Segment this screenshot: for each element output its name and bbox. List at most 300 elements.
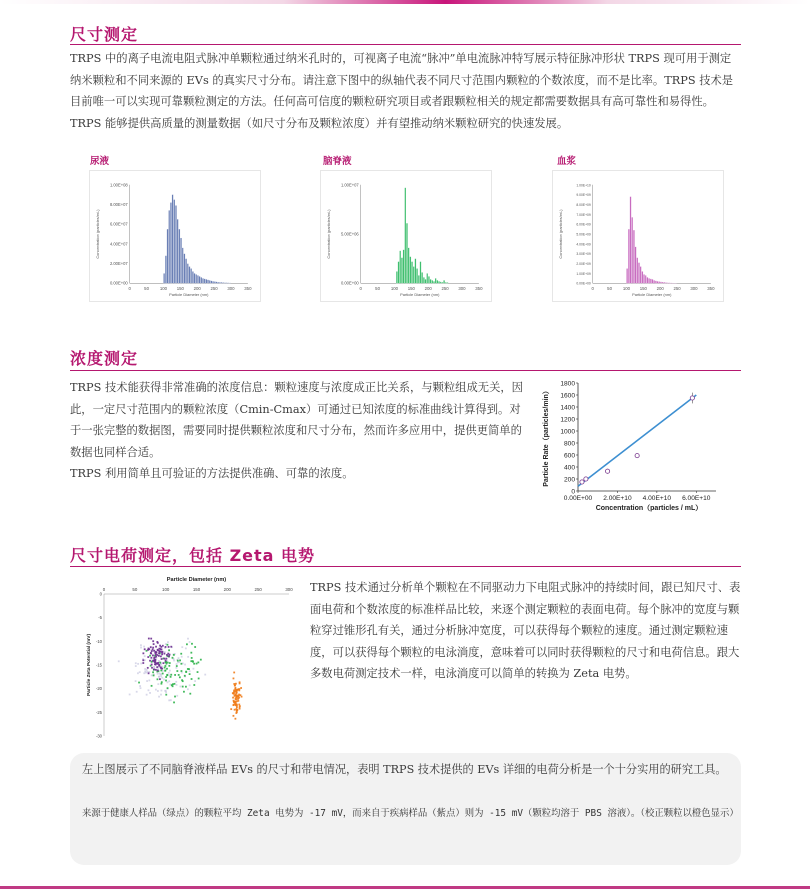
- scatter-point: [174, 683, 176, 685]
- histogram-bar: [196, 274, 197, 283]
- scatter-point: [153, 668, 155, 670]
- scatter-point: [233, 715, 235, 717]
- scatter-point: [194, 680, 196, 682]
- y-tick-label: 0: [99, 591, 102, 597]
- histogram-bar: [645, 275, 646, 283]
- scatter-point: [177, 661, 179, 663]
- y-tick-label: 9.00E+09: [576, 193, 591, 198]
- scatter-point: [167, 687, 169, 689]
- histogram-bar: [197, 275, 198, 283]
- scatter-point: [137, 672, 139, 674]
- scatter-point: [149, 692, 151, 694]
- scatter-point: [165, 694, 167, 696]
- scatter-point: [157, 670, 159, 672]
- y-tick-label: 1800: [560, 380, 575, 388]
- x-tick-label: 0: [128, 286, 131, 292]
- scatter-point: [167, 681, 169, 683]
- scatter-point: [157, 673, 159, 675]
- scatter-point: [163, 679, 165, 681]
- histogram-bar: [433, 281, 434, 283]
- scatter-point: [153, 675, 155, 677]
- scatter-point: [165, 646, 167, 648]
- scatter-point: [189, 693, 191, 695]
- y-tick-label: 400: [563, 464, 575, 472]
- histogram-bar: [438, 281, 439, 283]
- note-small-text: 来源于健康人样品（绿点）的颗粒平均 Zeta 电势为 -17 mV，而来自于疾病样品（紫点）则为 -15 mV（颗粒均溶于 PBS 溶液）。（校正颗粒以橙色显示）: [82, 808, 739, 819]
- scatter-point: [148, 689, 150, 691]
- x-axis-label: Particle Diameter (nm): [400, 292, 440, 298]
- scatter-point: [160, 670, 162, 672]
- histogram-bar: [416, 269, 417, 284]
- y-tick-label: 5.00E+09: [576, 232, 591, 237]
- scatter-point: [138, 682, 140, 684]
- scatter-point: [154, 661, 156, 663]
- scatter-point: [169, 674, 171, 676]
- scatter-point: [157, 683, 159, 685]
- histogram-bar: [201, 277, 202, 283]
- x-tick-label: 250: [441, 286, 449, 292]
- scatter-point: [148, 672, 150, 674]
- scatter-point: [174, 674, 176, 676]
- scatter-point: [200, 659, 202, 661]
- scatter-point: [164, 653, 166, 655]
- scatter-point: [239, 683, 241, 685]
- x-tick-label: 0: [359, 286, 362, 292]
- histogram-bar: [185, 259, 186, 284]
- y-tick-label: 8.00E+09: [576, 202, 591, 207]
- x-tick-label: 100: [162, 587, 170, 592]
- scatter-point: [176, 695, 178, 697]
- scatter-point: [161, 677, 163, 679]
- y-axis-label: Particle Rate（particles/min）: [543, 387, 550, 487]
- scatter-point: [164, 670, 166, 672]
- histogram-bar: [209, 280, 210, 283]
- scatter-point: [175, 681, 177, 683]
- scatter-point: [187, 638, 189, 640]
- histogram-bar: [170, 203, 171, 284]
- histogram-bar: [217, 282, 218, 283]
- scatter-point: [157, 678, 159, 680]
- histogram-bar: [187, 264, 188, 284]
- scatter-point: [140, 687, 142, 689]
- scatter-point: [179, 676, 181, 678]
- scatter-point: [155, 689, 157, 691]
- histogram-bar: [207, 280, 208, 283]
- scatter-point: [156, 654, 158, 656]
- fit-line: [578, 395, 696, 486]
- zeta-scatter-svg: [84, 576, 296, 744]
- y-tick-label: 0: [571, 488, 575, 496]
- y-tick-label: 1.00E+09: [576, 271, 591, 276]
- scatter-point: [235, 683, 237, 685]
- y-tick-label: 200: [563, 476, 575, 484]
- scatter-point: [153, 643, 155, 645]
- zeta-scatter-chart: [84, 576, 296, 744]
- concentration-chart-svg: [538, 375, 723, 521]
- scatter-point: [187, 668, 189, 670]
- histogram-plasma-svg: [553, 171, 723, 301]
- concentration-paragraph-2: TRPS 利用简单且可验证的方法提供准确、可靠的浓度。: [70, 467, 354, 480]
- scatter-point: [233, 683, 235, 685]
- scatter-point: [165, 643, 167, 645]
- y-axis-label: Particle Zeta Potential (mV): [87, 633, 92, 697]
- scatter-point: [194, 646, 196, 648]
- histogram-bar: [638, 263, 639, 284]
- scatter-point: [238, 704, 240, 706]
- scatter-point: [148, 638, 150, 640]
- scatter-point: [172, 657, 174, 659]
- scatter-point: [150, 653, 152, 655]
- scatter-point: [161, 690, 163, 692]
- scatter-point: [164, 651, 166, 653]
- scatter-point: [147, 656, 149, 658]
- scatter-point: [180, 663, 182, 665]
- scatter-point: [189, 670, 191, 672]
- y-tick-label: 1200: [560, 416, 575, 424]
- histogram-bar: [190, 269, 191, 284]
- x-tick-label: 300: [285, 587, 293, 592]
- x-tick-label: 250: [210, 286, 218, 292]
- note-box: [70, 753, 741, 865]
- histogram-bar: [648, 278, 649, 283]
- chart-title: Particle Diameter (nm): [166, 577, 227, 583]
- scatter-point: [149, 660, 151, 662]
- scatter-point: [147, 667, 149, 669]
- histogram-bar: [427, 273, 428, 283]
- histogram-bar: [410, 257, 411, 284]
- histogram-bar: [175, 205, 176, 283]
- x-tick-label: 250: [673, 286, 681, 292]
- y-tick-label: 1.00E+10: [576, 183, 591, 188]
- histogram-bar: [184, 254, 185, 284]
- y-tick-label: 2.00E+07: [109, 261, 128, 267]
- histogram-bar: [423, 277, 424, 283]
- scatter-point: [155, 646, 157, 648]
- scatter-point: [164, 667, 166, 669]
- scatter-point: [238, 697, 240, 699]
- scatter-point: [161, 652, 163, 654]
- scatter-point: [238, 688, 240, 690]
- scatter-point: [184, 664, 186, 666]
- histogram-bar: [445, 282, 446, 283]
- scatter-point: [155, 652, 157, 654]
- x-tick-label: 300: [458, 286, 466, 292]
- histogram-bar: [179, 229, 180, 283]
- histogram-bar: [655, 281, 656, 283]
- scatter-point: [160, 673, 162, 675]
- x-tick-label: 0: [591, 286, 594, 292]
- scatter-point: [197, 671, 199, 673]
- histogram-bar: [174, 200, 175, 284]
- data-point: [605, 469, 609, 473]
- scatter-point: [240, 687, 242, 689]
- scatter-point: [236, 706, 238, 708]
- concentration-chart: [538, 375, 723, 521]
- scatter-point: [144, 648, 146, 650]
- histogram-bar: [212, 281, 213, 283]
- histogram-bar: [405, 188, 406, 284]
- x-tick-label: 300: [690, 286, 698, 292]
- scatter-point: [152, 647, 154, 649]
- scatter-point: [151, 650, 153, 652]
- histogram-bar: [428, 276, 429, 283]
- scatter-point: [168, 680, 170, 682]
- hist-caption-csf: 脑脊液: [323, 156, 352, 167]
- scatter-point: [167, 641, 169, 643]
- histogram-bar: [398, 262, 399, 284]
- histogram-bar: [662, 282, 663, 283]
- histogram-urine-svg: [90, 171, 260, 301]
- scatter-point: [139, 671, 141, 673]
- y-tick-label: 0.00E+00: [340, 280, 359, 286]
- scatter-point: [173, 660, 175, 662]
- scatter-point: [140, 644, 142, 646]
- histogram-bar: [442, 282, 443, 283]
- histogram-bar: [167, 229, 168, 283]
- scatter-point: [144, 668, 146, 670]
- histogram-bar: [665, 282, 666, 283]
- scatter-point: [178, 674, 180, 676]
- scatter-point: [186, 643, 188, 645]
- histogram-bar: [425, 279, 426, 283]
- histogram-bar: [401, 258, 402, 284]
- scatter-point: [142, 652, 144, 654]
- scatter-point: [233, 678, 235, 680]
- histogram-bar: [421, 272, 422, 283]
- x-tick-label: 4.00E+10: [642, 495, 672, 502]
- scatter-point: [187, 688, 189, 690]
- scatter-point: [234, 689, 236, 691]
- zeta-paragraph: TRPS 技术通过分析单个颗粒在不同驱动力下电阻式脉冲的持续时间，跟已知尺寸、表面电荷和个数浓度的标准样品比较，来逐个测定颗粒的表面电荷。每个脉冲的宽度与颗粒穿过锥形孔有关，通过分析脉冲宽度，可以获得每个颗粒的速度。通过测定颗粒速度，可以获得每个颗粒的电泳淌度，意味着可以同时获得颗粒的尺寸和电荷信息。跟大多数电荷测定技术一样，电泳淌度可以简单的转换为 Zeta 电势。: [310, 581, 741, 680]
- histogram-csf-svg: [321, 171, 491, 301]
- histogram-bar: [219, 282, 220, 283]
- y-axis-label: Concentration (particles/mL): [558, 209, 564, 259]
- scatter-point: [234, 695, 236, 697]
- data-point: [635, 454, 639, 458]
- scatter-point: [176, 663, 178, 665]
- scatter-point: [167, 662, 169, 664]
- x-tick-label: 200: [223, 587, 231, 592]
- x-tick-label: 300: [227, 286, 235, 292]
- scatter-point: [235, 718, 237, 720]
- scatter-point: [135, 662, 137, 664]
- scatter-point: [193, 668, 195, 670]
- scatter-point: [196, 663, 198, 665]
- scatter-point: [168, 649, 170, 651]
- scatter-point: [172, 683, 174, 685]
- histogram-bar: [642, 271, 643, 283]
- histogram-bar: [632, 217, 633, 283]
- scatter-point: [157, 649, 159, 651]
- scatter-point: [232, 697, 234, 699]
- x-tick-label: 50: [607, 286, 612, 292]
- histogram-bar: [647, 277, 648, 283]
- histogram-bar: [214, 282, 215, 284]
- histogram-bar: [443, 280, 444, 283]
- x-tick-label: 0: [102, 587, 106, 592]
- scatter-point: [168, 699, 170, 701]
- y-tick-label: -5: [98, 615, 102, 621]
- histogram-bar: [659, 282, 660, 284]
- scatter-point: [237, 696, 239, 698]
- scatter-point: [160, 655, 162, 657]
- histogram-bar: [413, 267, 414, 284]
- scatter-point: [168, 665, 170, 667]
- scatter-point: [170, 699, 172, 701]
- scatter-point: [157, 690, 159, 692]
- scatter-point: [161, 653, 163, 655]
- scatter-point: [177, 660, 179, 662]
- x-tick-label: 150: [407, 286, 415, 292]
- scatter-point: [143, 672, 145, 674]
- section-title-zeta: 尺寸电荷测定，包括 Zeta 电势: [70, 546, 316, 565]
- scatter-point: [161, 681, 163, 683]
- scatter-point: [182, 680, 184, 682]
- section-title-concentration: 浓度测定: [70, 349, 139, 368]
- scatter-point: [173, 654, 175, 656]
- histogram-bar: [440, 282, 441, 283]
- scatter-point: [239, 705, 241, 707]
- scatter-point: [234, 709, 236, 711]
- scatter-point: [140, 647, 142, 649]
- x-tick-label: 100: [390, 286, 399, 292]
- scatter-point: [165, 676, 167, 678]
- scatter-point: [181, 646, 183, 648]
- scatter-point: [197, 662, 199, 664]
- scatter-point: [145, 672, 147, 674]
- histogram-bar: [664, 282, 665, 283]
- scatter-point: [170, 674, 172, 676]
- histogram-bar: [403, 250, 404, 283]
- scatter-point: [183, 691, 185, 693]
- scatter-point: [167, 644, 169, 646]
- histogram-bar: [223, 282, 224, 283]
- scatter-point: [166, 674, 168, 676]
- scatter-point: [181, 656, 183, 658]
- scatter-point: [146, 694, 148, 696]
- x-tick-label: 150: [192, 587, 201, 592]
- y-tick-label: 6.00E+07: [109, 221, 128, 227]
- histogram-bar: [216, 282, 217, 283]
- scatter-point: [173, 702, 175, 704]
- histogram-bar: [420, 262, 421, 284]
- y-tick-label: 7.00E+09: [576, 212, 591, 217]
- histogram-bar: [202, 278, 203, 283]
- scatter-point: [164, 665, 166, 667]
- histogram-bar: [199, 276, 200, 283]
- histogram-bar: [400, 251, 401, 284]
- x-tick-label: 150: [176, 286, 184, 292]
- histogram-plasma: [552, 170, 724, 302]
- scatter-point: [191, 657, 193, 659]
- scatter-point: [181, 670, 183, 672]
- scatter-point: [160, 675, 162, 677]
- scatter-point: [169, 662, 171, 664]
- section-title-size: 尺寸测定: [70, 25, 139, 44]
- concentration-paragraph-1: TRPS 技术能获得非常准确的浓度信息：颗粒速度与浓度成正比关系，与颗粒组成无关，因此，一定尺寸范围内的颗粒浓度（Cmin-Cmax）可通过已知浓度的标准曲线计算得到。对于一张完整的数据图，需要同时提供颗粒浓度和尺寸分布，然而许多应用中，提供更简单的数据也同样合适。: [70, 381, 523, 459]
- scatter-point: [240, 694, 242, 696]
- scatter-point: [152, 649, 154, 651]
- y-tick-label: 0.00E+00: [576, 281, 591, 286]
- scatter-point: [158, 652, 160, 654]
- scatter-point: [193, 684, 195, 686]
- histogram-bar: [411, 262, 412, 284]
- x-tick-label: 350: [707, 286, 715, 292]
- histogram-bar: [630, 197, 631, 284]
- scatter-point: [235, 691, 237, 693]
- scatter-point: [136, 691, 138, 693]
- scatter-point: [233, 701, 235, 703]
- scatter-point: [235, 702, 237, 704]
- scatter-point: [158, 650, 160, 652]
- y-tick-label: 800: [563, 440, 575, 448]
- scatter-point: [170, 646, 172, 648]
- data-point: [584, 477, 588, 481]
- scatter-point: [158, 655, 160, 657]
- y-axis-label: Concentration (particles/mL): [95, 209, 101, 259]
- scatter-point: [159, 678, 161, 680]
- scatter-point: [182, 686, 184, 688]
- scatter-point: [151, 664, 153, 666]
- scatter-point: [239, 708, 241, 710]
- histogram-bar: [418, 275, 419, 283]
- scatter-point: [158, 696, 160, 698]
- y-tick-label: 5.00E+06: [340, 231, 359, 237]
- scatter-point: [143, 646, 145, 648]
- y-tick-label: 600: [563, 452, 575, 460]
- x-tick-label: 50: [144, 286, 149, 292]
- scatter-point: [153, 650, 155, 652]
- scatter-point: [190, 652, 192, 654]
- scatter-point: [151, 674, 153, 676]
- scatter-point: [185, 647, 187, 649]
- histogram-bar: [415, 259, 416, 284]
- x-axis-label: Concentration（particles / mL）: [595, 505, 703, 512]
- scatter-point: [151, 667, 153, 669]
- scatter-point: [168, 655, 170, 657]
- scatter-point: [176, 684, 178, 686]
- scatter-point: [163, 658, 165, 660]
- scatter-point: [135, 680, 137, 682]
- y-axis-label: Concentration (particles/mL): [326, 209, 332, 259]
- scatter-point: [160, 694, 162, 696]
- histogram-bar: [435, 278, 436, 283]
- histogram-bar: [192, 271, 193, 283]
- note-paragraph: 左上图展示了不同脑脊液样品 EVs 的尺寸和带电情况，表明 TRPS 技术提供的 EVs 详细的电荷分析是一个十分实用的研究工具。: [82, 763, 727, 776]
- x-tick-label: 350: [244, 286, 252, 292]
- histogram-bar: [211, 281, 212, 283]
- histogram-bar: [643, 274, 644, 283]
- section-rule-zeta: [70, 566, 741, 567]
- hist-caption-plasma: 血浆: [557, 156, 577, 167]
- histogram-bar: [447, 282, 448, 283]
- histogram-bar: [633, 230, 634, 283]
- scatter-point: [168, 672, 170, 674]
- scatter-point: [179, 659, 181, 661]
- histogram-bar: [180, 238, 181, 283]
- scatter-point: [150, 638, 152, 640]
- scatter-point: [159, 662, 161, 664]
- histogram-bar: [650, 279, 651, 283]
- scatter-point: [176, 665, 178, 667]
- scatter-point: [170, 676, 172, 678]
- histogram-bar: [408, 248, 409, 283]
- scatter-point: [178, 657, 180, 659]
- scatter-point: [118, 660, 120, 662]
- scatter-point: [192, 661, 194, 663]
- size-paragraph: TRPS 中的离子电流电阻式脉冲单颗粒通过纳米孔时的，可视离子电流“脉冲”单电流脉冲特写展示特征脉冲形状 TRPS 现可用于测定纳米颗粒和不同来源的 EVs 的真实尺寸分布。请注意下图中的纵轴代表不同尺寸范围内颗粒的个数浓度，而不是比率。TRPS 技术是目前唯一可以实现可靠颗粒测定的方法。任何高可信度的颗粒研究项目或者跟颗粒相关的规定都需要数据具有高可靠性和易得性。TRPS 能够提供高质量的测量数据（如尺寸分布及颗粒浓度）并有望推动纳米颗粒研究的快速发展。: [70, 52, 734, 130]
- histogram-bar: [172, 195, 173, 284]
